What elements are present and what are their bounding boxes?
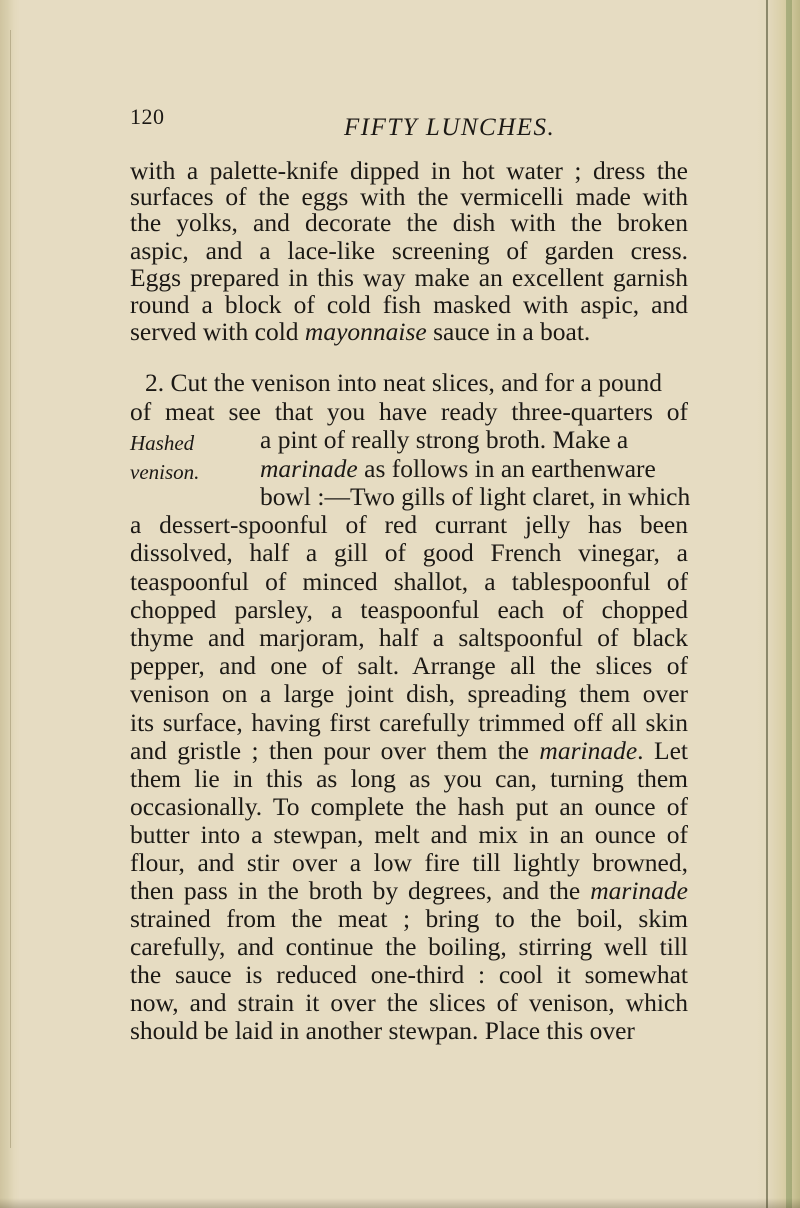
paragraph-2-line — [260, 454, 688, 484]
paragraph-2-line: the sauce is reduced one-third : cool it somewhat — [130, 960, 688, 989]
paragraph-2-line: venison on a large joint dish, spreading them over — [130, 679, 688, 708]
paragraph-2-line: butter into a stewpan, melt and mix in an ounce of — [130, 820, 688, 849]
paragraph-2-line — [130, 876, 688, 906]
paragraph-2-line: a dessert-spoonful of red currant jelly has been — [130, 510, 688, 539]
text-run: sauce in a boat. — [426, 317, 591, 346]
paragraph-2-line: its surface, having first carefully trimmed off all skin — [130, 708, 688, 737]
running-head: FIFTY LUNCHES. — [344, 114, 556, 141]
italic-term: marinade — [539, 736, 638, 765]
paragraph-2-line: bowl :—Two gills of light claret, in which — [260, 482, 691, 511]
page-edge-bottom — [0, 1198, 800, 1208]
text-run: and gristle ; then pour over them the — [130, 736, 540, 765]
italic-term: marinade — [260, 454, 358, 483]
paragraph-2-line: of meat see that you have ready three-quarters of — [130, 397, 688, 426]
text-run: as follows in an earthenware — [357, 454, 656, 483]
paragraph-2-line: dissolved, half a gill of good French vinegar, a — [130, 538, 688, 567]
paragraph-2-line: strained from the meat ; bring to the boil, skim — [130, 904, 688, 933]
paragraph-1-line: surfaces of the eggs with the vermicelli made with — [130, 182, 688, 211]
paragraph-2-line: pepper, and one of salt. Arrange all the slices of — [130, 651, 688, 680]
paragraph-1-line — [130, 317, 688, 347]
paragraph-2-line: chopped parsley, a teaspoonful each of chopped — [130, 595, 688, 624]
page-gutter-left — [0, 0, 20, 1208]
paragraph-1-line: with a palette-knife dipped in hot water ; dress the — [130, 156, 688, 185]
paragraph-2-line — [130, 736, 688, 766]
paragraph-1-line: round a block of cold fish masked with aspic, and — [130, 290, 688, 319]
paragraph-2-line: 2. Cut the venison into neat slices, and for a pound — [145, 368, 662, 397]
paragraph-2-line: should be laid in another stewpan. Place this over — [130, 1016, 635, 1045]
paragraph-1-line: the yolks, and decorate the dish with the broken — [130, 208, 688, 237]
paragraph-2-line: a pint of really strong broth. Make a — [260, 425, 629, 454]
text-run: served with cold — [130, 317, 305, 346]
paragraph-2-line: now, and strain it over the slices of venison, which — [130, 988, 688, 1017]
paragraph-1-line: Eggs prepared in this way make an excellent garnish — [130, 263, 688, 292]
paragraph-2-line: teaspoonful of minced shallot, a tablespoonful of — [130, 567, 688, 596]
italic-term: marinade — [590, 876, 688, 905]
italic-term: mayonnaise — [304, 317, 427, 346]
page-number: 120 — [130, 104, 165, 129]
page-edge-right — [756, 0, 800, 1208]
paragraph-2-line: carefully, and continue the boiling, stirring well till — [130, 932, 688, 961]
paragraph-1-line: aspic, and a lace-like screening of garden cress. — [130, 236, 688, 265]
paragraph-2-line: occasionally. To complete the hash put an ounce of — [130, 792, 688, 821]
paragraph-2-line: them lie in this as long as you can, turning them — [130, 764, 688, 793]
text-run: then pass in the broth by degrees, and the — [130, 876, 591, 905]
text-run: . Let — [637, 736, 688, 765]
paragraph-2-line: thyme and marjoram, half a saltspoonful of black — [130, 623, 688, 652]
margin-note-venison: venison. — [130, 460, 200, 484]
margin-note-hashed: Hashed — [130, 431, 195, 455]
paragraph-2-line: flour, and stir over a low fire till lightly browned, — [130, 848, 688, 877]
